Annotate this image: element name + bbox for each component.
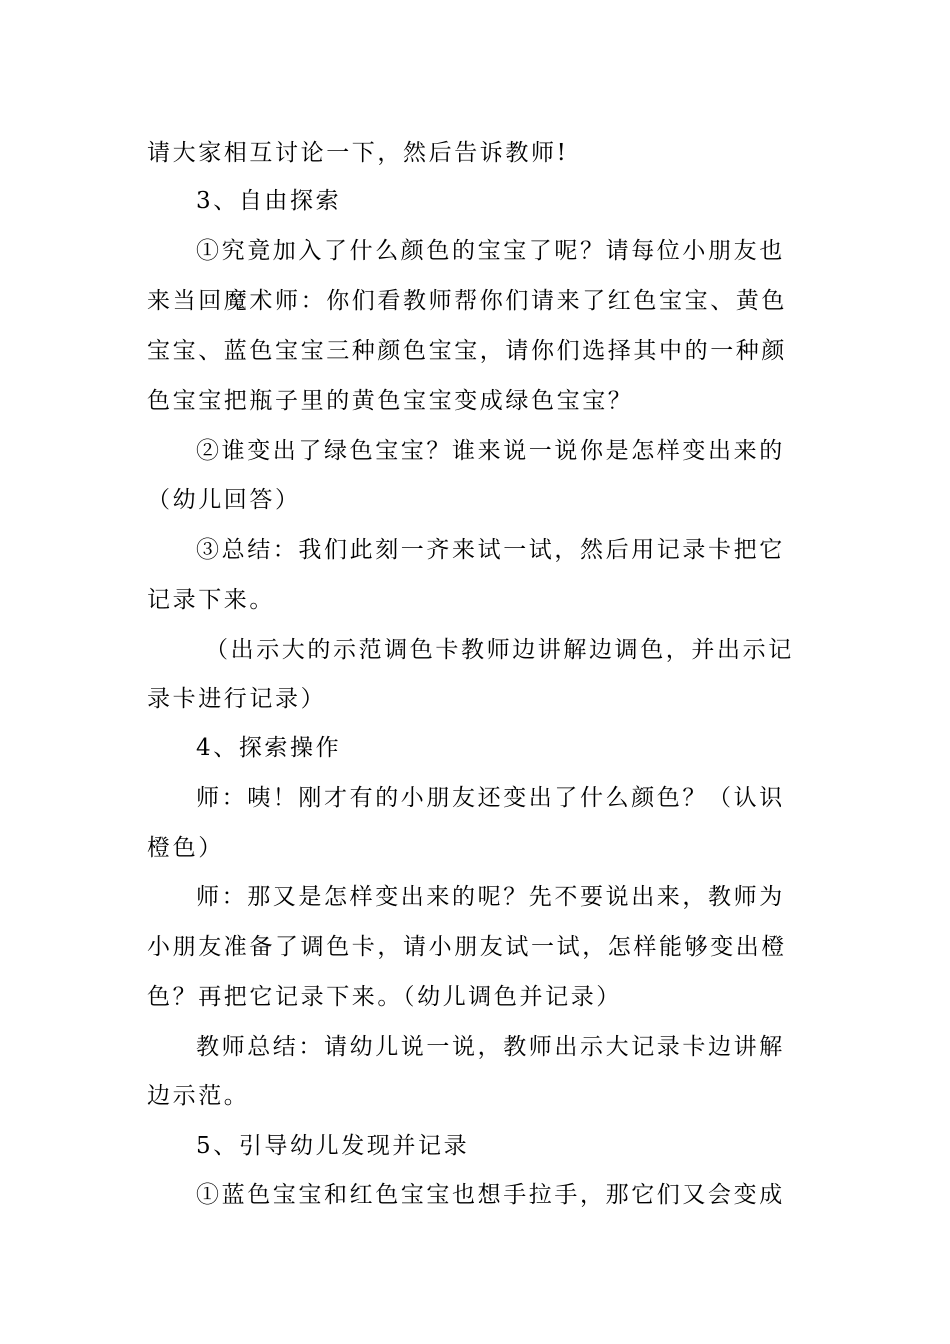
text-line: （出示大的示范调色卡教师边讲解边调色，并出示记 bbox=[205, 637, 794, 663]
text-line: 师：咦！刚才有的小朋友还变出了什么颜色？（认识 bbox=[196, 785, 785, 811]
text-line: ①蓝色宝宝和红色宝宝也想手拉手，那它们又会变成 bbox=[196, 1182, 785, 1208]
section-heading: 3、自由探索 bbox=[196, 188, 342, 214]
text-line: 色宝宝把瓶子里的黄色宝宝变成绿色宝宝？ bbox=[147, 388, 634, 414]
text-line: 橙色） bbox=[147, 835, 224, 861]
text-line: ③总结：我们此刻一齐来试一试，然后用记录卡把它 bbox=[196, 537, 785, 563]
text-line: 录卡进行记录） bbox=[147, 686, 327, 712]
text-line: 来当回魔术师：你们看教师帮你们请来了红色宝宝、黄色 bbox=[147, 288, 787, 314]
text-line: （幼儿回答） bbox=[147, 487, 301, 513]
text-line: 宝宝、蓝色宝宝三种颜色宝宝，请你们选择其中的一种颜 bbox=[147, 338, 787, 364]
text-line: ②谁变出了绿色宝宝？谁来说一说你是怎样变出来的 bbox=[196, 438, 785, 464]
text-line: 教师总结：请幼儿说一说，教师出示大记录卡边讲解 bbox=[196, 1034, 785, 1060]
text-line: 色？再把它记录下来。（幼儿调色并记录） bbox=[147, 984, 622, 1010]
text-line: 小朋友准备了调色卡，请小朋友试一试，怎样能够变出橙 bbox=[147, 934, 787, 960]
text-line: 请大家相互讨论一下，然后告诉教师! bbox=[147, 140, 569, 166]
text-line: ①究竟加入了什么颜色的宝宝了呢？请每位小朋友也 bbox=[196, 238, 785, 264]
text-line: 边示范。 bbox=[147, 1083, 250, 1109]
text-line: 师：那又是怎样变出来的呢？先不要说出来，教师为 bbox=[196, 884, 785, 910]
section-heading: 4、探索操作 bbox=[196, 735, 342, 761]
text-line: 记录下来。 bbox=[147, 587, 275, 613]
section-heading: 5、引导幼儿发现并记录 bbox=[196, 1133, 470, 1159]
